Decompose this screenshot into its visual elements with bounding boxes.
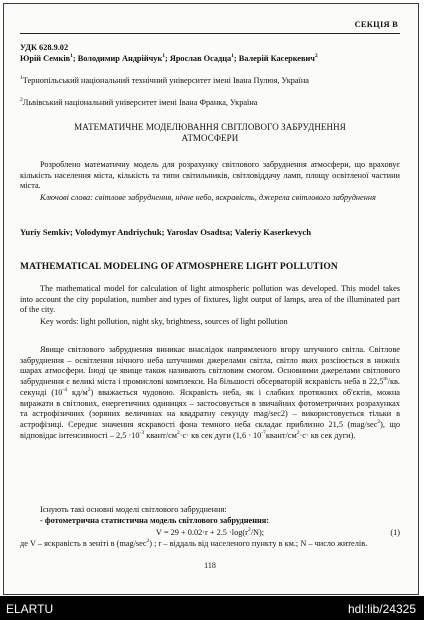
author-2: Володимир Андрійчук [77,54,163,63]
body-paragraph-4 [20,539,400,550]
sup-m3: -3 [139,429,145,436]
title-en: MATHEMATICAL MODELING OF ATMOSPHERE LIGHT POLLUTION [20,262,338,272]
sup-m: m [383,376,388,383]
p4-a: де V – яскравість в зеніті в (mag/sec [20,539,147,548]
handle-link[interactable]: hdl:lib/24325 [347,602,416,616]
section-header [20,18,400,34]
eq-main: V = 29 + 0.02·r + 2.5 ·log(r [155,528,248,537]
body-paragraph-1 [20,345,400,441]
affiliation-1: $^1$Тернопільський національний технічний університет імені Івана Пулюя, Україна [20,75,309,85]
authors-ua: Юрій Семків$^1$; Володимир Андрійчук$^1$; Ярослав Осадца$^1$; Валерій Касеркевич$^2$ [20,53,318,63]
eq-sup: 2 [247,527,251,534]
p1-a: Явище світлового забруднення виникає внаслідок напрямленого вгору штучного світла. Світлове забруднення – освітлення нічного неба штучними джерелами світла, світло яких розсіюється в нижніх шарах атмосфери. Іноді це явище також називають світловим смогом. Основними джерелами світлового забруднення є великі міста і промислові комплекси. На більшості обсерваторій яскравість неба в 22,5 [20,345,400,387]
sup-2b: 2 [377,419,381,426]
body-paragraph-3: - фотометрична статистична модель світлового забруднення: [40,516,270,525]
p1-c: кд/м [67,387,88,397]
p1-e: ), що відповідає інтенсивності – 2,5 ·10 [20,419,401,440]
repository-footer [0,596,424,620]
abstract-en: The mathematical model for calculation of light atmospheric pollution was developed. This model takes into account the city population, number and types of fixtures, light output of lamps, area of the illuminated part of the city. [20,284,400,315]
author-3: Ярослав Осадца [169,54,232,63]
body-paragraph-2: Існують такі основні моделі світлового забруднення: [40,505,227,514]
p1-h: квант/см [265,430,297,440]
equation-1 [20,528,400,539]
paper-page [20,18,400,596]
affiliation-1-text: Тернопільський національний технічний університет імені Івана Пулюя, Україна [22,76,309,85]
p1-f: квант/см [144,430,178,440]
p1-b: /кв. секунді (10 [20,377,400,397]
keywords-en: Key words: light pollution, night sky, brightness, sources of light pollution [40,317,288,326]
affiliation-2: $^2$Львівський національний університет імені Івана Франка, Україна [20,97,258,107]
sup-2e: 2 [146,538,150,545]
repository-name: ELARTU [6,602,54,616]
sup-2c: 2 [177,429,180,436]
authors-en: Yuriy Semkiv; Volodymyr Andriychuk; Yaroslav Osadtsa; Valeriy Kaserkevych [20,227,312,237]
keywords-ua: Ключові слова: світлове забруднення, нічне небо, яскравість, джерела світлового забруднення [40,193,376,202]
eq-tail: /N); [250,528,265,537]
affiliation-2-text: Львівський національний університет імені Івана Франка, Україна [22,98,258,107]
sup-m4: -4 [62,387,68,394]
author-1: Юрій Семків [20,54,71,63]
p4-b: ) ; r – віддаль від населеного пункту в км.; N – число жителів. [149,539,368,548]
section-label: СЕКЦІЯ В [354,19,398,29]
p1-d: ) вважається чудовою. Яскравість неба, як і слабких протяжних об'єктів, можна виражати в світлових, енергетичних одиницях – застосовується в звичайних фотометричних розрахунках та астрофізичних (зоряних величинах на квадратну секунду mag/sec2) – використовується тільки в астрофізиці. Середнє значення яскравості фона темного неба складає приблизно 21,5 (mag/sec [20,387,400,429]
p1-i: ·с· кв сек дуги). [299,430,356,440]
p1-g: ·с· кв сек дуги (1,6 · 10 [179,430,262,440]
sup-m7: -7 [261,429,266,436]
page-number: 118 [204,561,216,570]
sup-2a: 2 [87,387,91,394]
abstract-ua: Розроблено математичну модель для розрахунку світлового забруднення атмосфери, що враховує кількість населення міста, кількість та типи світильників, світловіддачу ламп, площу освітленої частини міста. [20,160,400,191]
title-ua: МАТЕМАТИЧНЕ МОДЕЛЮВАННЯ СВІТЛОВОГО ЗАБРУДНЕННЯ АТМОСФЕРИ [74,122,346,143]
udk-code: УДК 628.9.02 [20,43,69,52]
author-4: Валерій Касеркевич [238,54,315,63]
equation-number: (1) [390,528,400,537]
sup-2d: 2 [296,429,300,436]
